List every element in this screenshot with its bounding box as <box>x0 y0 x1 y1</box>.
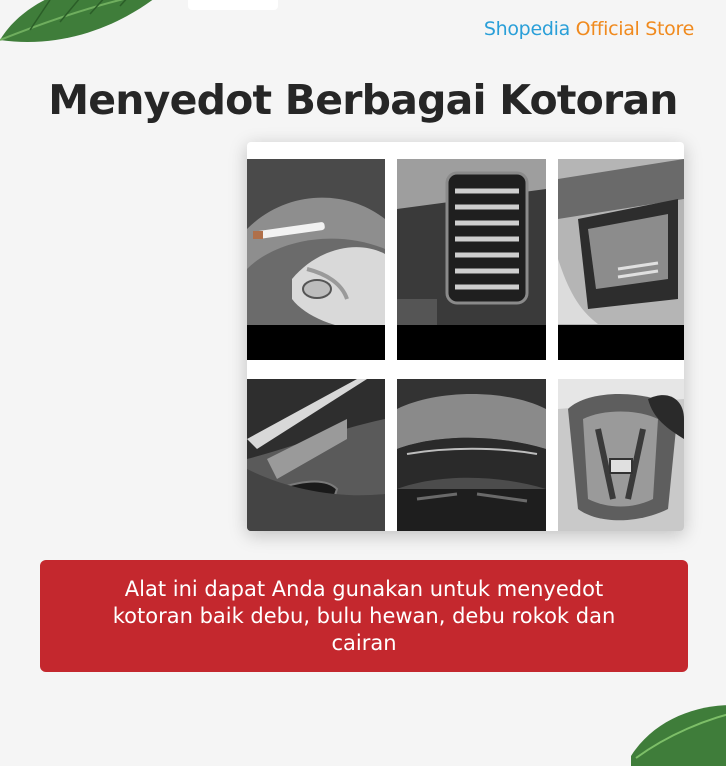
car-seat-icon <box>397 379 546 531</box>
leaf-decoration-top <box>0 0 170 50</box>
white-patch <box>188 0 278 10</box>
brand-name: Shopedia <box>483 18 570 40</box>
air-vent-icon <box>397 159 546 360</box>
caption-text: Alat ini dapat Anda gunakan untuk menyedot kotoran baik debu, bulu hewan, debu rokok dan cairan <box>112 576 616 655</box>
photo-car-seat <box>397 379 546 531</box>
photo-child-seat <box>558 379 684 531</box>
console-tray-icon <box>558 159 684 360</box>
page-title: Menyedot Berbagai Kotoran <box>48 76 678 124</box>
photo-center-console <box>558 159 684 360</box>
brand-store-label: Official Store <box>575 18 694 40</box>
brand-logo <box>484 18 694 40</box>
photo-air-vent <box>397 159 546 360</box>
photo-cigarette-hand <box>247 159 385 360</box>
caption-box <box>40 560 688 672</box>
leaf-decoration-bottom <box>626 696 726 766</box>
door-panel-icon <box>247 379 385 531</box>
child-seat-icon <box>558 379 684 531</box>
photo-door-panel <box>247 379 385 531</box>
photo-gallery <box>247 142 684 531</box>
cigarette-icon <box>247 159 385 360</box>
